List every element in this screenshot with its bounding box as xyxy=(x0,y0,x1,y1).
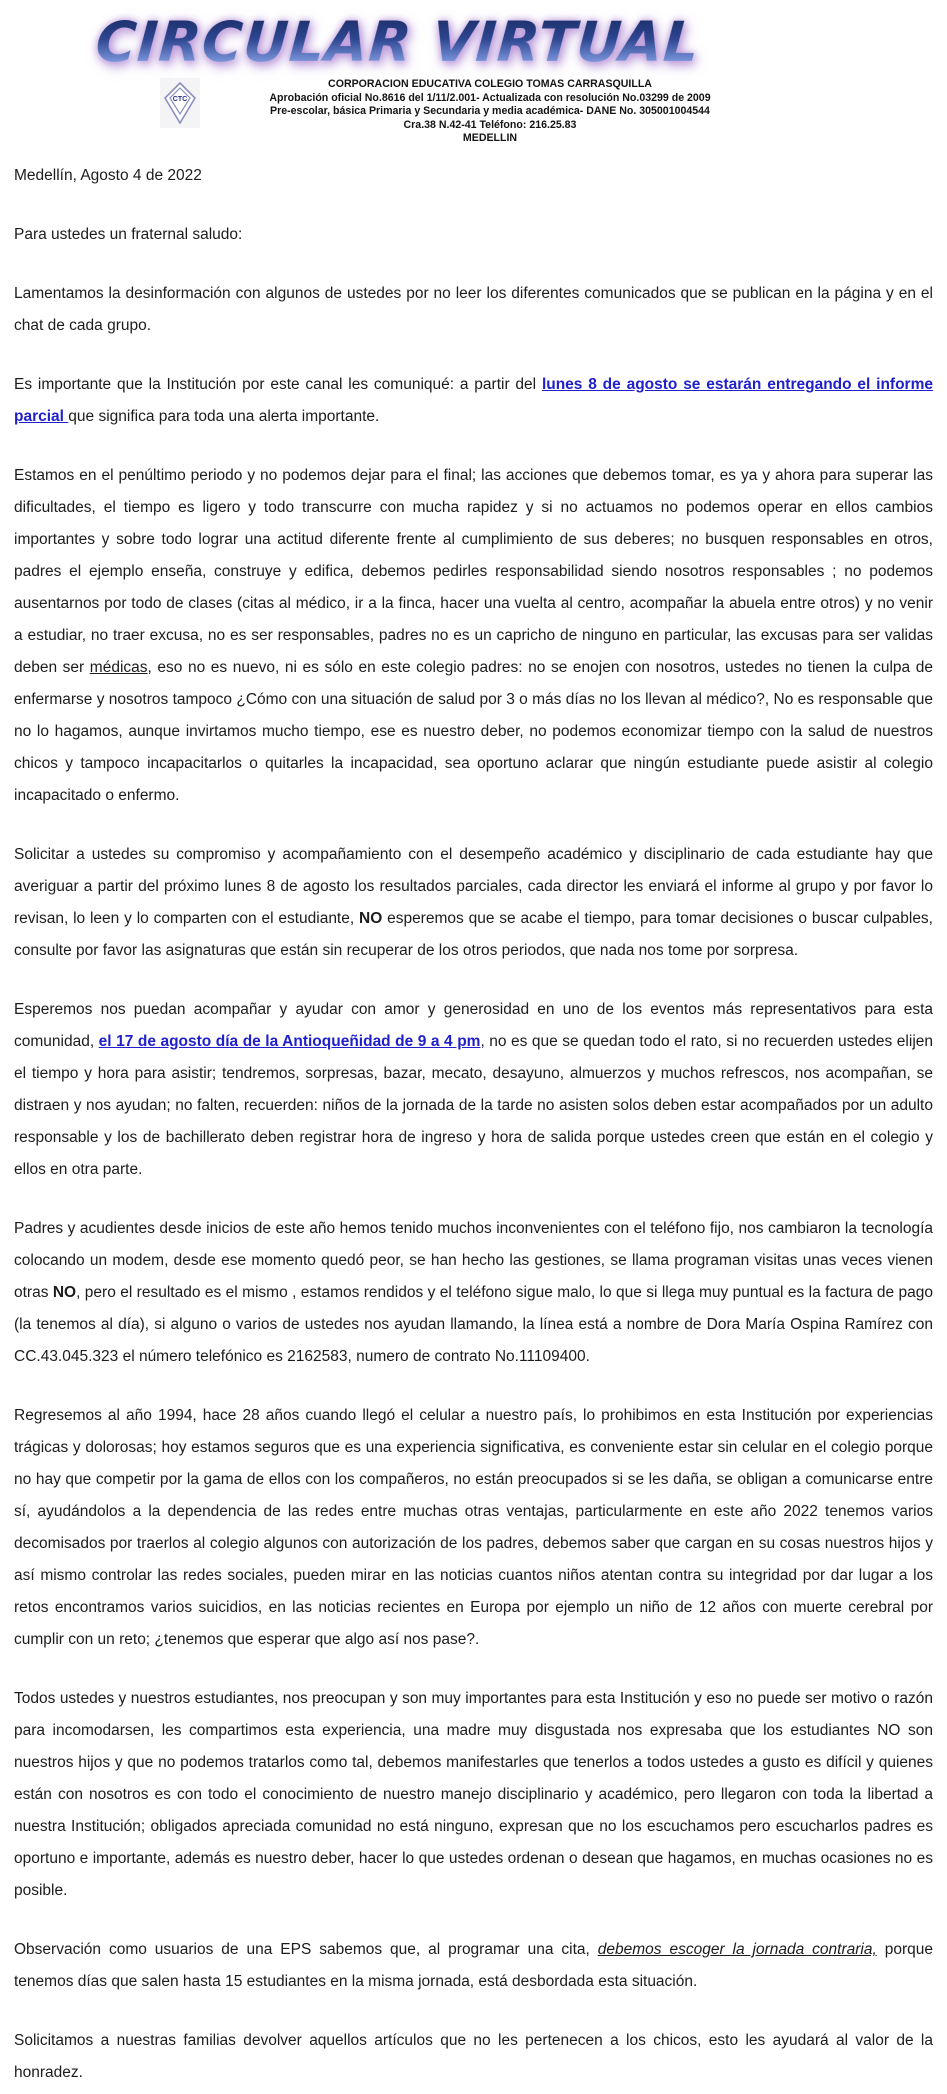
text-run: Estamos en el penúltimo periodo y no podemos dejar para el final; las acciones que debemos tomar, es ya y ahora para superar las dificultades, el tiempo es ligero y todo transcurre con mucha rapidez y si no actuamos no podemos operar en ellos cambios importantes y sobre todo lograr una actitud diferente frente al cumplimiento de sus deberes; no busquen responsables en otros, padres el ejemplo enseña, construye y edifica, debemos pedirles responsabilidad siendo nosotros responsables ; no podemos ausentarnos por todo de clases (citas al médico, ir a la finca, hacer una vuelta al centro, acompañar la abuela entre otros) y no venir a estudiar, no traer excusa, no es ser responsables, padres no es un capricho de ninguno en particular, las excusas para ser validas deben ser xyxy=(14,466,933,676)
paragraph xyxy=(14,1213,933,1373)
paragraph xyxy=(14,369,933,433)
text-run: Lamentamos la desinformación con algunos de ustedes por no leer los diferentes comunicados que se publican en la página y en el chat de cada grupo. xyxy=(14,284,933,334)
text-run: esperemos que se acabe el tiempo, para tomar decisiones o buscar culpables, consulte por favor las asignaturas que están sin recuperar de los otros periodos, que nada nos tome por sorpresa. xyxy=(14,909,933,959)
school-header xyxy=(160,78,947,146)
paragraph xyxy=(14,278,933,342)
paragraph xyxy=(14,839,933,967)
page-title: CIRCULAR VIRTUAL xyxy=(93,10,702,74)
text-run: Solicitar a ustedes su compromiso y acompañamiento con el desempeño académico y disciplinario de cada estudiante hay que averiguar a partir del próximo lunes 8 de agosto los resultados parciales, cada director les enviará el informe al grupo y por favor lo revisan, lo leen y lo comparten con el estudiante, xyxy=(14,845,933,927)
text-run: lunes 8 de agosto se estarán entregando el informe parcial xyxy=(14,375,933,425)
document-body xyxy=(0,160,947,2089)
text-run: NO xyxy=(359,909,383,927)
text-run: , eso no es nuevo, ni es sólo en este colegio padres: no se enojen con nosotros, ustedes no tienen la culpa de enfermarse y nosotros tampoco ¿Cómo con una situación de salud por 3 o más días no los llevan al médico?, No es responsable que no lo hagamos, aunque invirtamos mucho tiempo, ese es nuestro deber, no podemos economizar tiempo con la salud de nuestros chicos y tampoco incapacitarlos o quitarles la incapacidad, sea oportuno aclarar que ningún estudiante puede asistir al colegio incapacitado o enfermo. xyxy=(14,658,933,804)
school-logo-icon xyxy=(160,78,200,128)
text-run: NO xyxy=(52,1283,77,1301)
text-run: porque tenemos días que salen hasta 15 estudiantes en la misma jornada, está desbordada esta situación. xyxy=(14,1940,933,1990)
paragraph xyxy=(14,994,933,1186)
paragraph xyxy=(14,460,933,812)
text-run: Para ustedes un fraternal saludo: xyxy=(14,225,243,243)
school-city: MEDELLIN xyxy=(462,132,518,145)
text-run: Esperemos nos puedan acompañar y ayudar con amor y generosidad en uno de los eventos más representativos para esta comunidad, xyxy=(14,1000,933,1050)
text-run: Solicitamos a nuestras familias devolver aquellos artículos que no les pertenecen a los chicos, esto les ayudará al valor de la honradez. xyxy=(14,2031,933,2081)
paragraph xyxy=(14,1400,933,1656)
text-run: Es importante que la Institución por este canal les comuniqué: a partir del xyxy=(14,375,542,393)
text-run: Todos ustedes y nuestros estudiantes, nos preocupan y son muy importantes para esta Institución y eso no puede ser motivo o razón para incomodarsen, les compartimos esta experiencia, una madre muy disgustada nos expresaba que los estudiantes NO son nuestros hijos y que no podemos tratarlos como tal, debemos manifestarles que tenerlos a todos ustedes a gusto es difícil y quienes están con nosotros es con todo el conocimiento de nuestro manejo disciplinario y académico, pero llegaron con toda la libertad a nuestra Institución; obligados apreciada comunidad no está ninguno, expresan que no los escuchamos pero escucharlos padres es oportuno e importante, además es nuestro deber, hacer lo que ustedes ordenan o desean que hagamos, en muchas ocasiones no es posible. xyxy=(14,1689,933,1899)
text-run: el 17 de agosto día de la Antioqueñidad de 9 a 4 pm xyxy=(98,1032,481,1050)
text-run: Observación como usuarios de una EPS sabemos que, al programar una cita, xyxy=(14,1940,598,1958)
text-run: que significa para toda una alerta importante. xyxy=(68,407,380,425)
paragraph xyxy=(14,2025,933,2089)
text-run: Medellín, Agosto 4 de 2022 xyxy=(14,166,202,184)
school-approval: Aprobación oficial No.8616 del 1/11/2.001- Actualizada con resolución No.03299 de 2009 xyxy=(269,91,711,104)
text-run: médicas xyxy=(89,658,148,676)
paragraph xyxy=(14,1934,933,1998)
text-run: , no es que se quedan todo el rato, si no recuerden ustedes elijen el tiempo y hora para asistir; tendremos, sorpresas, bazar, mecato, desayuno, almuerzos y muchos refrescos, nos acompañan, se distraen y nos ayudan; no falten, recuerden: niños de la jornada de la tarde no asisten solos deben estar acompañados por un adulto responsable y los de bachillerato deben registrar hora de ingreso y hora de salida porque ustedes creen que están en el colegio y ellos en otra parte. xyxy=(14,1032,933,1178)
text-run: , pero el resultado es el mismo , estamos rendidos y el teléfono sigue malo, lo que si llega muy puntual es la factura de pago (la tenemos al día), si alguno o varios de ustedes nos ayudan llamando, la línea está a nombre de Dora María Ospina Ramírez con CC.43.045.323 el número telefónico es 2162583, numero de contrato No.11109400. xyxy=(14,1283,934,1365)
text-run: debemos escoger la jornada contraria, xyxy=(597,1940,877,1958)
text-run: Regresemos al año 1994, hace 28 años cuando llegó el celular a nuestro país, lo prohibimos en esta Institución por experiencias trágicas y dolorosas; hoy estamos seguros que es una experiencia significativa, es conveniente estar sin celular en el colegio porque no hay que competir por la gama de ellos con los compañeros, no están preocupados si se les daña, se obligan a comunicarse entre sí, ayudándolos a la dependencia de las redes entre muchas otras ventajas, particularmente en este año 2022 tenemos varios decomisados por traerlos al colegio algunos con autorización de los padres, debemos saber que cargan en su cosas nuestros hijos y así mismo controlar las redes sociales, pueden mirar en las noticias cuantos niños atentan contra su integridad por dar lugar a los retos encontramos varios suicidios, en las noticias recientes en Europa por ejemplo un niño de 12 años con muerte cerebral por cumplir con un reto; ¿tenemos que esperar que algo así nos pase?. xyxy=(14,1406,933,1648)
school-name: CORPORACION EDUCATIVA COLEGIO TOMAS CARRASQUILLA xyxy=(328,78,652,90)
paragraph xyxy=(14,1683,933,1907)
school-address: Cra.38 N.42-41 Teléfono: 216.25.83 xyxy=(403,118,577,131)
school-info xyxy=(210,78,770,146)
svg-text:CTC: CTC xyxy=(172,96,188,103)
paragraph xyxy=(14,160,933,192)
text-run: Padres y acudientes desde inicios de este año hemos tenido muchos inconvenientes con el teléfono fijo, nos cambiaron la tecnología colocando un modem, desde ese momento quedó peor, se han hecho las gestiones, se llama programan visitas unas veces vienen otras xyxy=(14,1219,933,1301)
school-levels: Pre-escolar, básica Primaria y Secundaria y media académica- DANE No. 305001004544 xyxy=(270,105,710,118)
paragraph xyxy=(14,219,933,251)
